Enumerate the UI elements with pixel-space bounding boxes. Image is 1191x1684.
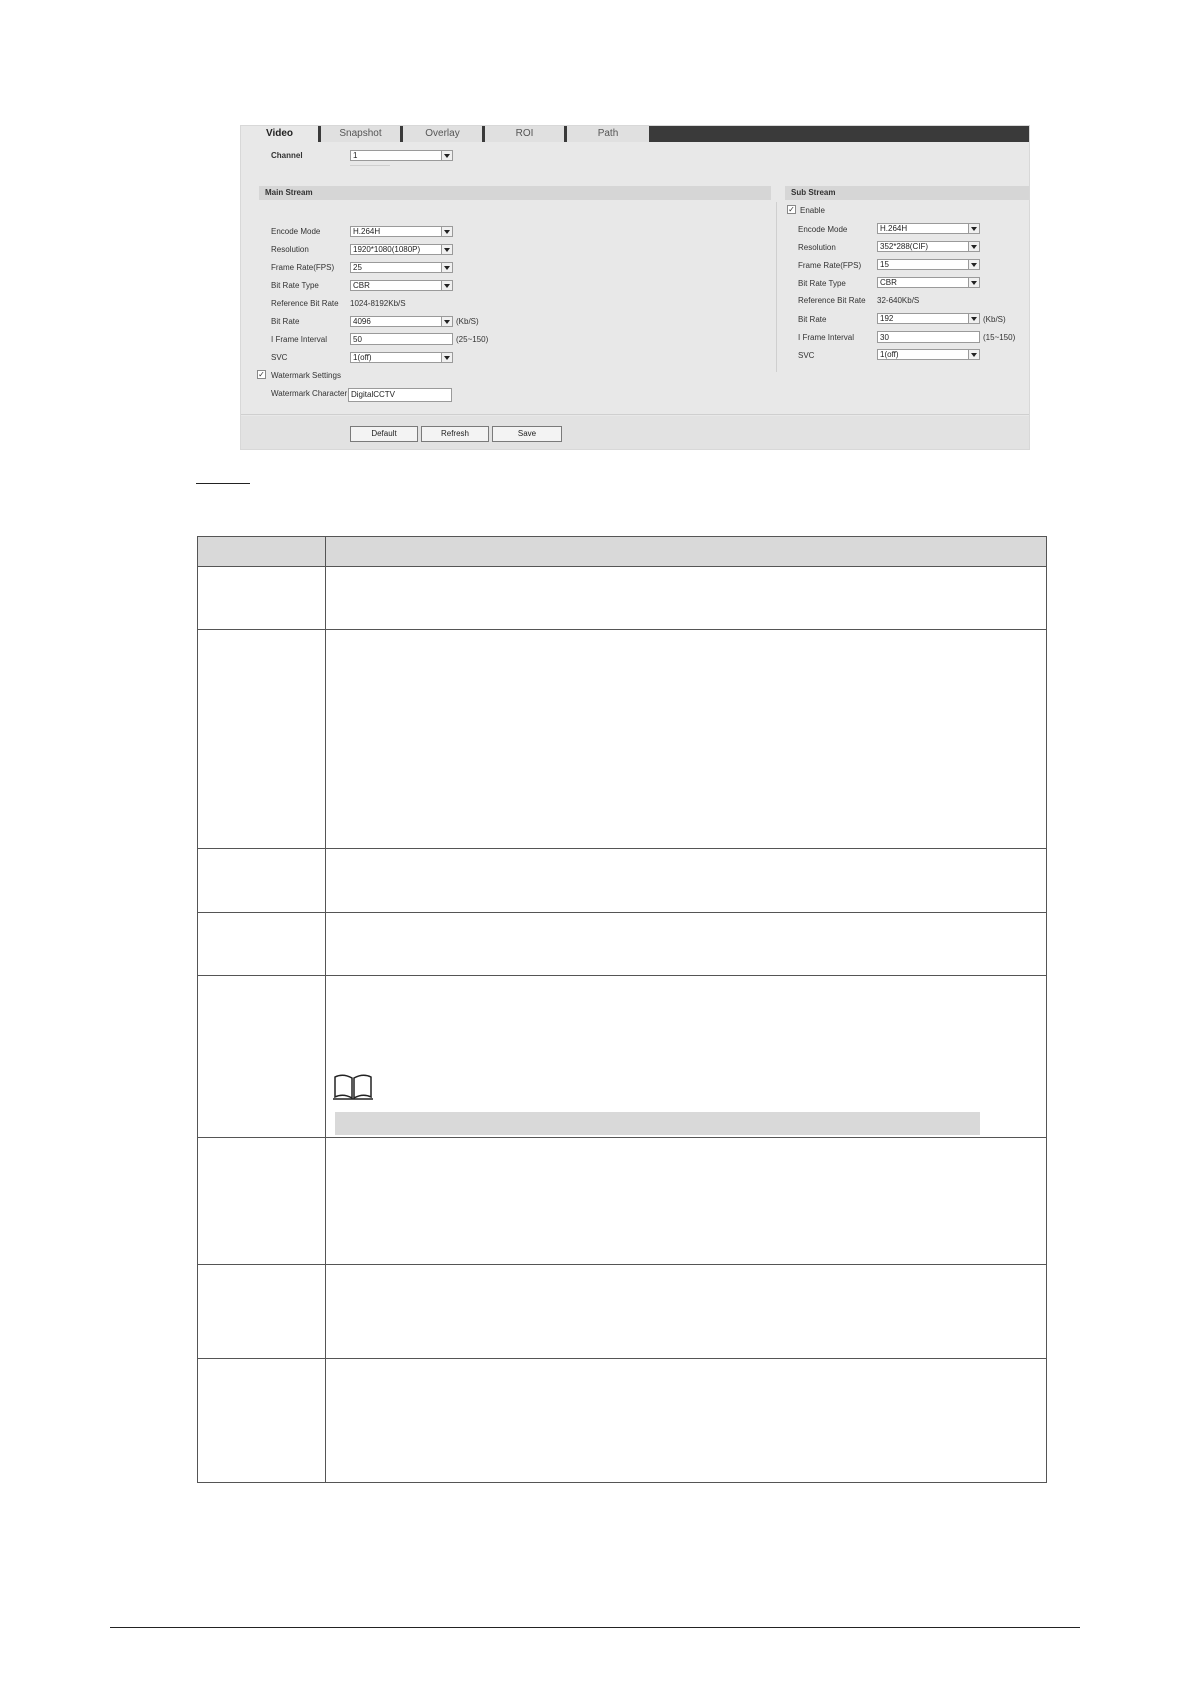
main-svc-select[interactable]	[350, 352, 453, 363]
main-i-frame-interval-input[interactable]: 50	[350, 333, 453, 345]
sub-i-frame-interval-range: (15~150)	[983, 333, 1016, 342]
table-cell	[325, 1265, 1046, 1359]
table-cell	[325, 630, 1046, 849]
save-button[interactable]: Save	[492, 426, 562, 442]
video-settings-screenshot	[240, 125, 1030, 450]
sub-encode-mode-value: H.264H	[880, 224, 908, 233]
main-encode-mode-label: Encode Mode	[271, 227, 321, 236]
table-row	[198, 1138, 1047, 1265]
main-reference-bit-rate-label: Reference Bit Rate	[271, 299, 339, 308]
table-cell	[325, 849, 1046, 913]
sub-bit-rate-type-label: Bit Rate Type	[798, 279, 846, 288]
sub-enable-checkbox[interactable]: ✓	[788, 205, 795, 214]
sub-svc-select[interactable]	[877, 349, 980, 360]
main-bit-rate-value: 4096	[353, 317, 371, 326]
sub-svc-value: 1(off)	[880, 350, 899, 359]
sub-i-frame-interval-label: I Frame Interval	[798, 333, 855, 342]
chevron-down-icon	[441, 263, 452, 272]
sub-bit-rate-unit: (Kb/S)	[983, 315, 1006, 324]
stream-divider	[776, 202, 777, 372]
main-i-frame-interval-range: (25~150)	[456, 335, 489, 344]
table-row	[198, 1359, 1047, 1483]
main-bit-rate-type-select[interactable]	[350, 280, 453, 291]
chevron-down-icon	[441, 353, 452, 362]
table-row	[198, 849, 1047, 913]
table-cell	[198, 849, 326, 913]
sub-reference-bit-rate-label: Reference Bit Rate	[798, 296, 866, 305]
sub-svc-label: SVC	[798, 351, 815, 360]
chevron-down-icon	[968, 278, 979, 287]
table-header-cell	[325, 537, 1046, 567]
sub-stream-header: Sub Stream	[785, 186, 1029, 200]
tab-video[interactable]: Video	[241, 126, 321, 142]
parameter-table	[197, 536, 1047, 1483]
table-header-row	[198, 537, 1047, 567]
channel-label: Channel	[271, 151, 303, 160]
channel-select[interactable]	[350, 150, 453, 161]
chevron-down-icon	[968, 242, 979, 251]
chevron-down-icon	[968, 260, 979, 269]
chevron-down-icon	[441, 317, 452, 326]
chevron-down-icon	[441, 151, 452, 160]
main-frame-rate-value: 25	[353, 263, 362, 272]
main-bit-rate-type-label: Bit Rate Type	[271, 281, 319, 290]
sub-bit-rate-select[interactable]	[877, 313, 980, 324]
watermark-character-label: Watermark Character	[271, 389, 348, 398]
table-cell	[198, 1265, 326, 1359]
table-row	[198, 913, 1047, 976]
table-row	[198, 1265, 1047, 1359]
sub-frame-rate-value: 15	[880, 260, 889, 269]
divider	[350, 165, 390, 166]
main-resolution-label: Resolution	[271, 245, 309, 254]
note-book-icon	[333, 1073, 373, 1101]
sub-resolution-value: 352*288(CIF)	[880, 242, 929, 251]
table-row	[198, 630, 1047, 849]
sub-resolution-select[interactable]	[877, 241, 980, 252]
watermark-settings-label: Watermark Settings	[271, 371, 341, 380]
sub-bit-rate-label: Bit Rate	[798, 315, 827, 324]
table-cell	[325, 1359, 1046, 1483]
sub-frame-rate-select[interactable]	[877, 259, 980, 270]
sub-resolution-label: Resolution	[798, 243, 836, 252]
sub-bit-rate-value: 192	[880, 314, 894, 323]
main-bit-rate-unit: (Kb/S)	[456, 317, 479, 326]
tab-roi[interactable]: ROI	[485, 126, 567, 142]
tab-bar	[241, 126, 1029, 142]
table-header-cell	[198, 537, 326, 567]
watermark-settings-checkbox[interactable]: ✓	[258, 370, 265, 379]
tab-overlay[interactable]: Overlay	[403, 126, 485, 142]
sub-i-frame-interval-input[interactable]: 30	[877, 331, 980, 343]
table-cell	[198, 976, 326, 1138]
main-resolution-select[interactable]	[350, 244, 453, 255]
watermark-character-input[interactable]: DigitalCCTV	[348, 388, 452, 402]
table-cell	[325, 567, 1046, 630]
chevron-down-icon	[441, 245, 452, 254]
sub-encode-mode-label: Encode Mode	[798, 225, 848, 234]
sub-frame-rate-label: Frame Rate(FPS)	[798, 261, 862, 270]
tab-path[interactable]: Path	[567, 126, 649, 142]
tab-snapshot[interactable]: Snapshot	[321, 126, 403, 142]
table-cell	[198, 913, 326, 976]
main-i-frame-interval-label: I Frame Interval	[271, 335, 328, 344]
chevron-down-icon	[968, 350, 979, 359]
sub-enable-label: Enable	[800, 206, 825, 215]
main-frame-rate-label: Frame Rate(FPS)	[271, 263, 335, 272]
page-footer-rule	[110, 1627, 1080, 1628]
main-bit-rate-select[interactable]	[350, 316, 453, 327]
note-band	[335, 1112, 980, 1135]
chevron-down-icon	[441, 227, 452, 236]
main-bit-rate-label: Bit Rate	[271, 317, 300, 326]
table-cell	[325, 913, 1046, 976]
sub-bit-rate-type-value: CBR	[880, 278, 897, 287]
table-cell	[198, 630, 326, 849]
sub-bit-rate-type-select[interactable]	[877, 277, 980, 288]
step-underline	[196, 483, 250, 484]
main-stream-header: Main Stream	[259, 186, 771, 200]
chevron-down-icon	[968, 314, 979, 323]
chevron-down-icon	[968, 224, 979, 233]
footer-divider	[241, 414, 1029, 415]
main-svc-label: SVC	[271, 353, 288, 362]
main-reference-bit-rate-value: 1024-8192Kb/S	[350, 299, 406, 308]
sub-encode-mode-select[interactable]	[877, 223, 980, 234]
table-cell	[325, 1138, 1046, 1265]
channel-value: 1	[353, 151, 358, 160]
main-bit-rate-type-value: CBR	[353, 281, 370, 290]
main-frame-rate-select[interactable]	[350, 262, 453, 273]
main-encode-mode-select[interactable]	[350, 226, 453, 237]
main-svc-value: 1(off)	[353, 353, 372, 362]
chevron-down-icon	[441, 281, 452, 290]
table-cell	[198, 1138, 326, 1265]
table-cell	[198, 567, 326, 630]
table-cell	[198, 1359, 326, 1483]
refresh-button[interactable]: Refresh	[421, 426, 489, 442]
table-row	[198, 567, 1047, 630]
sub-reference-bit-rate-value: 32-640Kb/S	[877, 296, 920, 305]
default-button[interactable]: Default	[350, 426, 418, 442]
main-resolution-value: 1920*1080(1080P)	[353, 245, 421, 254]
main-encode-mode-value: H.264H	[353, 227, 381, 236]
